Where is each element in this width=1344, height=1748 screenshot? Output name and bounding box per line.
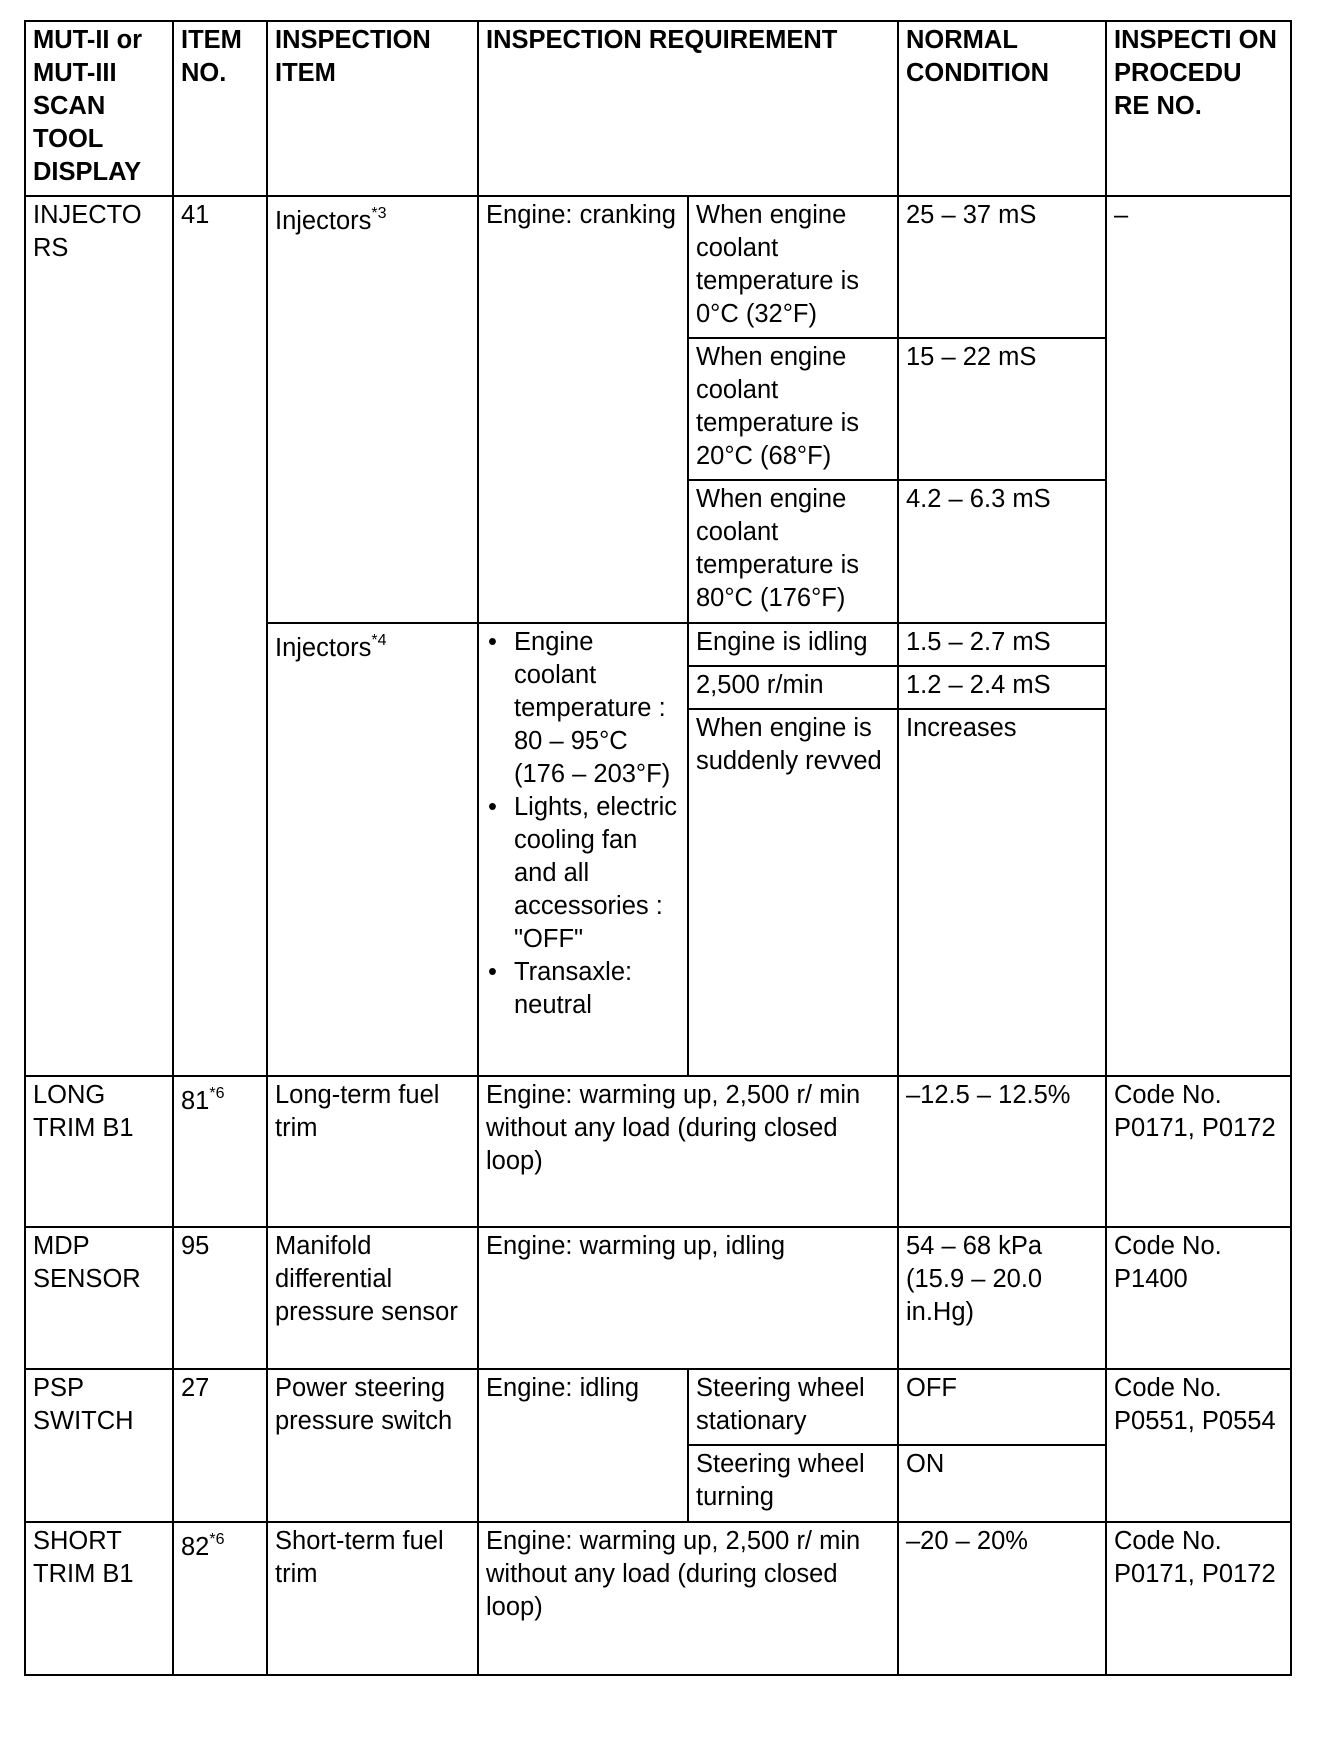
header-row <box>25 21 1291 196</box>
inspection-table <box>24 20 1292 1676</box>
long-trim-item: Long-term fuel trim <box>267 1076 478 1227</box>
short-trim-display: SHORT TRIM B1 <box>25 1522 173 1675</box>
short-trim-item-no: 82$^{*6}$ <box>173 1522 267 1675</box>
list-item: • Transaxle: neutral <box>488 958 633 1019</box>
long-trim-requirement: Engine: warming up, 2,500 r/ min without any load (during closed loop) <box>478 1076 898 1227</box>
table-row <box>25 196 1291 338</box>
condition-cell: 2,500 r/min <box>688 666 898 709</box>
condition-cell: Steering wheel turning <box>688 1445 898 1522</box>
long-trim-item-no: 81$^{*6}$ <box>173 1076 267 1227</box>
mdp-display: MDP SENSOR <box>25 1227 173 1369</box>
footnote-ref: *4 <box>371 631 387 649</box>
psp-item-no: 27 <box>173 1369 267 1522</box>
list-item: • Engine coolant temperature : 80 – 95°C (176 – 203°F) <box>488 628 671 788</box>
condition-cell: Steering wheel stationary <box>688 1369 898 1445</box>
mdp-value: 54 – 68 kPa (15.9 – 20.0 in.Hg) <box>898 1227 1106 1369</box>
condition-cell: Engine is idling <box>688 623 898 666</box>
mdp-item-no: 95 <box>173 1227 267 1369</box>
table-row <box>25 1227 1291 1369</box>
short-trim-value: –20 – 20% <box>898 1522 1106 1675</box>
psp-requirement: Engine: idling <box>478 1369 688 1522</box>
value-cell: OFF <box>898 1369 1106 1445</box>
psp-display: PSP SWITCH <box>25 1369 173 1522</box>
document-page <box>24 20 1292 1676</box>
mdp-item: Manifold differential pressure sensor <box>267 1227 478 1369</box>
value-cell: Increases <box>898 709 1106 1076</box>
mdp-requirement: Engine: warming up, idling <box>478 1227 898 1369</box>
injectors-display: INJECTO RS <box>25 196 173 1076</box>
condition-cell: When engine coolant temperature is 80°C (176°F) <box>688 480 898 623</box>
value-cell: 4.2 – 6.3 mS <box>898 480 1106 623</box>
long-trim-display: LONG TRIM B1 <box>25 1076 173 1227</box>
condition-list <box>486 626 681 1022</box>
condition-cell: When engine is suddenly revved <box>688 709 898 1076</box>
psp-procedure: Code No. P0551, P0554 <box>1106 1369 1291 1522</box>
table-row <box>25 1369 1291 1445</box>
table-row <box>25 1522 1291 1675</box>
value-cell: ON <box>898 1445 1106 1522</box>
injectors-item-1: Injectors$^{*3}$ <box>267 196 478 623</box>
long-trim-value: –12.5 – 12.5% <box>898 1076 1106 1227</box>
psp-item: Power steering pressure switch <box>267 1369 478 1522</box>
footnote-ref: *3 <box>371 204 387 222</box>
value-cell: 25 – 37 mS <box>898 196 1106 338</box>
header-requirement: INSPECTION REQUIREMENT <box>478 21 898 196</box>
condition-cell: When engine coolant temperature is 20°C (68°F) <box>688 338 898 480</box>
value-cell: 1.5 – 2.7 mS <box>898 623 1106 666</box>
injectors-procedure: – <box>1106 196 1291 1076</box>
header-display: MUT-II or MUT-III SCAN TOOL DISPLAY <box>25 21 173 196</box>
value-cell: 15 – 22 mS <box>898 338 1106 480</box>
injectors-requirement-2 <box>478 623 688 1076</box>
header-procedure: INSPECTI ON PROCEDU RE NO. <box>1106 21 1291 196</box>
condition-cell: When engine coolant temperature is 0°C (32°F) <box>688 196 898 338</box>
table-row <box>25 1076 1291 1227</box>
list-item: • Lights, electric cooling fan and all accessories : "OFF" <box>488 793 677 953</box>
footnote-ref: *6 <box>209 1084 225 1102</box>
short-trim-procedure: Code No. P0171, P0172 <box>1106 1522 1291 1675</box>
injectors-item-2: Injectors$^{*4}$ <box>267 623 478 1076</box>
header-normal: NORMAL CONDITION <box>898 21 1106 196</box>
long-trim-procedure: Code No. P0171, P0172 <box>1106 1076 1291 1227</box>
mdp-procedure: Code No. P1400 <box>1106 1227 1291 1369</box>
header-item: INSPECTION ITEM <box>267 21 478 196</box>
footnote-ref: *6 <box>209 1530 225 1548</box>
short-trim-requirement: Engine: warming up, 2,500 r/ min without any load (during closed loop) <box>478 1522 898 1675</box>
injectors-item-no: 41 <box>173 196 267 1076</box>
short-trim-item: Short-term fuel trim <box>267 1522 478 1675</box>
header-item-no: ITEM NO. <box>173 21 267 196</box>
injectors-requirement-1: Engine: cranking <box>478 196 688 623</box>
value-cell: 1.2 – 2.4 mS <box>898 666 1106 709</box>
